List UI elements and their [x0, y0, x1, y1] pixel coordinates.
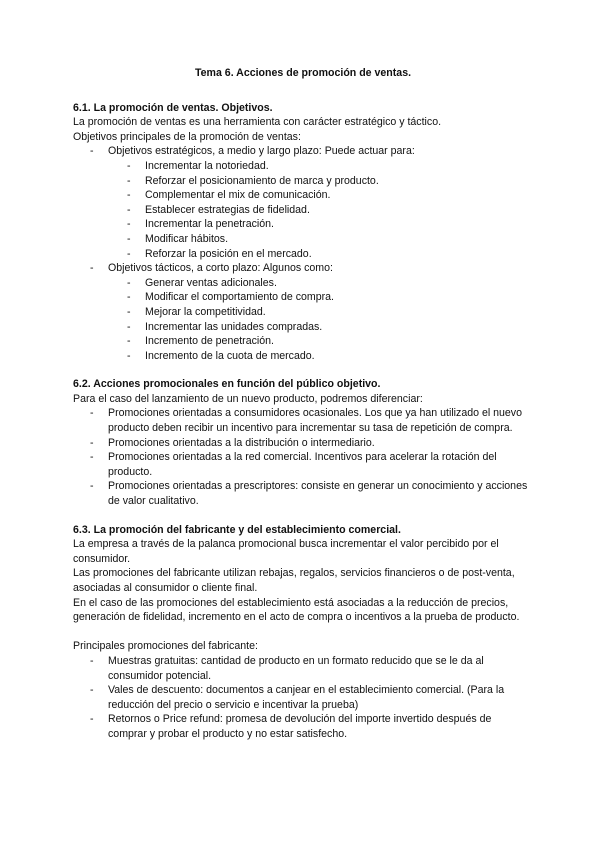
- tactical-list: [73, 276, 533, 364]
- list-item: - Promociones orientadas a la red comercial. Incentivos para acelerar la rotación del producto.: [73, 450, 533, 479]
- list-item: - Modificar el comportamiento de compra.: [73, 290, 533, 305]
- paragraph: Las promociones del fabricante utilizan rebajas, regalos, servicios financieros o de post-venta, asociadas al consumidor o cliente final.: [73, 567, 515, 594]
- section-heading-6-2: 6.2. Acciones promocionales en función del público objetivo.: [73, 378, 381, 391]
- list-item: - Generar ventas adicionales.: [73, 276, 533, 291]
- list-item: - Promociones orientadas a la distribución o intermediario.: [73, 436, 533, 451]
- list-item: - Retornos o Price refund: promesa de devolución del importe invertido después de comprar y probar el producto y no estar satisfecho.: [73, 712, 533, 741]
- document-page: [73, 66, 533, 742]
- audience-list: [73, 406, 533, 508]
- strategic-list: [73, 159, 533, 261]
- paragraph: Principales promociones del fabricante:: [73, 640, 258, 653]
- list-item: - Muestras gratuitas: cantidad de producto en un formato reducido que se le da al consumidor potencial.: [73, 654, 533, 683]
- list-item: - Incrementar la notoriedad.: [73, 159, 533, 174]
- list-item: - Establecer estrategias de fidelidad.: [73, 203, 533, 218]
- section-heading-6-3: 6.3. La promoción del fabricante y del establecimiento comercial.: [73, 523, 401, 536]
- spacer: [73, 625, 533, 640]
- list-item: - Vales de descuento: documentos a canjear en el establecimiento comercial. (Para la reducción del precio o servicio e incentivar la prueba): [73, 683, 533, 712]
- paragraph: La empresa a través de la palanca promocional busca incrementar el valor percibido por el consumidor.: [73, 538, 499, 565]
- list-item: - Modificar hábitos.: [73, 232, 533, 247]
- objectives-list: [73, 144, 533, 363]
- list-item: - Promociones orientadas a prescriptores: consiste en generar un conocimiento y acciones de valor cualitativo.: [73, 479, 533, 508]
- paragraph: Para el caso del lanzamiento de un nuevo producto, podremos diferenciar:: [73, 392, 423, 405]
- paragraph: Objetivos principales de la promoción de ventas:: [73, 130, 301, 143]
- document-title: Tema 6. Acciones de promoción de ventas.: [194, 67, 412, 79]
- list-item: - Reforzar el posicionamiento de marca y producto.: [73, 174, 533, 189]
- list-item: - Incrementar las unidades compradas.: [73, 320, 533, 335]
- section-heading-6-1: 6.1. La promoción de ventas. Objetivos.: [73, 101, 273, 114]
- manufacturer-promotions-list: [73, 654, 533, 742]
- paragraph: En el caso de las promociones del establecimiento está asociadas a la reducción de precios, generación de fidelidad, incremento en el acto de compra o incentivos a la prueba de producto.: [73, 596, 520, 624]
- list-item: - Incrementar la penetración.: [73, 217, 533, 232]
- list-item: - Promociones orientadas a consumidores ocasionales. Los que ya han utilizado el nuevo producto deben recibir un incentivo para incrementar su tasa de repetición de compra.: [73, 406, 533, 435]
- tactical-label: Objetivos tácticos, a corto plazo: Algunos como:: [108, 262, 333, 275]
- list-item: [73, 261, 533, 363]
- list-item: [73, 144, 533, 261]
- list-item: - Incremento de la cuota de mercado.: [73, 349, 533, 364]
- list-item: - Incremento de penetración.: [73, 334, 533, 349]
- list-item: - Reforzar la posición en el mercado.: [73, 247, 533, 262]
- paragraph: La promoción de ventas es una herramienta con carácter estratégico y táctico.: [73, 116, 442, 129]
- list-item: - Mejorar la competitividad.: [73, 305, 533, 320]
- list-item: - Complementar el mix de comunicación.: [73, 188, 533, 203]
- strategic-label: Objetivos estratégicos, a medio y largo plazo: Puede actuar para:: [108, 145, 415, 158]
